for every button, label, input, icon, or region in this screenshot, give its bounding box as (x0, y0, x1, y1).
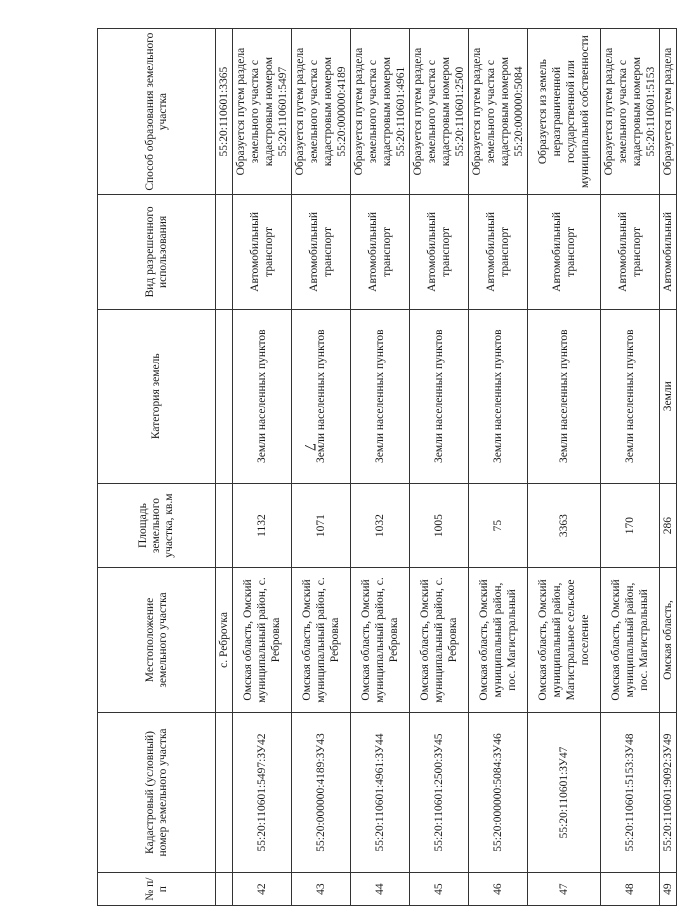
row-method: Образуется из земель неразграниченной государственной или муниципальной собственности (528, 29, 601, 195)
table-row (410, 29, 469, 906)
cont-use (216, 195, 233, 309)
row-num: 44 (351, 873, 410, 906)
row-num: 47 (528, 873, 601, 906)
row-num: 45 (410, 873, 469, 906)
cont-num (216, 873, 233, 906)
table-row (351, 29, 410, 906)
row-location: Омская область, Омский муниципальный район, с. Ребровка (233, 568, 292, 712)
table-row (528, 29, 601, 906)
row-method: Образуется путем раздела земельного участка с кадастровым номером 55:20:110601:5153 (601, 29, 660, 195)
row-use: Автомобильный транспорт (410, 195, 469, 309)
table-row (601, 29, 660, 906)
row-location: Омская область, Омский муниципальный район, пос. Магистральный (469, 568, 528, 712)
row-category: Земли населенных пунктов (410, 309, 469, 483)
row-num: 46 (469, 873, 528, 906)
cont-location: с. Реброvка (216, 568, 233, 712)
row-cadastral: 55:20:110601:9092:ЗУ49 (660, 712, 677, 873)
table-header-row (98, 29, 216, 906)
row-method: Образуется путем раздела земельного участка с кадастровым номером 55:20:110601:2500 (410, 29, 469, 195)
row-area: 1071 (292, 483, 351, 567)
row-category: Земли (660, 309, 677, 483)
row-area: 1032 (351, 483, 410, 567)
row-num: 42 (233, 873, 292, 906)
row-method: Образуется путем раздела земельного участка с кадастровым номером 55:20:000000:5084 (469, 29, 528, 195)
table-row (292, 29, 351, 906)
row-use: Автомобильный транспорт (469, 195, 528, 309)
row-cadastral: 55:20:110601:5153:ЗУ48 (601, 712, 660, 873)
cont-category (216, 309, 233, 483)
row-use: Автомобильный транспорт (528, 195, 601, 309)
row-method: Образуется путем раздела земельного участка с кадастровым номером 55:20:110601:4961 (351, 29, 410, 195)
row-cadastral: 55:20:110601:5497:ЗУ42 (233, 712, 292, 873)
row-use: Автомобильный транспорт (601, 195, 660, 309)
header-num: № п/п (98, 873, 216, 906)
header-use: Вид разрешенного использования (98, 195, 216, 309)
table-row (233, 29, 292, 906)
continuation-row (216, 29, 233, 906)
cont-method: 55:20:110601:3365 (216, 29, 233, 195)
row-num: 49 (660, 873, 677, 906)
row-location: Омская область, Омский муниципальный район, Магистральное сельское поселение (528, 568, 601, 712)
row-category: Земли населенных пунктов (233, 309, 292, 483)
row-location: Омская область, Омский муниципальный район, с. Ребровка (410, 568, 469, 712)
row-use: Автомобильный транспорт (292, 195, 351, 309)
cont-area (216, 483, 233, 567)
row-method: Образуется путем раздела (660, 29, 677, 195)
page-number: 7 (301, 443, 318, 451)
header-method: Способ образования земельного участка (98, 29, 216, 195)
row-area: 75 (469, 483, 528, 567)
row-location: Омская область, (660, 568, 677, 712)
header-location: Местоположение земельного участка (98, 568, 216, 712)
row-area: 1005 (410, 483, 469, 567)
row-use: Автомобильный транспорт (233, 195, 292, 309)
row-cadastral: 55:20:110601:ЗУ47 (528, 712, 601, 873)
rotated-table-wrapper (97, 28, 674, 906)
land-plots-table (97, 28, 677, 906)
row-area: 1132 (233, 483, 292, 567)
row-location: Омская область, Омский муниципальный район, с. Ребровка (292, 568, 351, 712)
row-area: 3363 (528, 483, 601, 567)
table-row (469, 29, 528, 906)
row-cadastral: 55:20:110601:4961:ЗУ44 (351, 712, 410, 873)
row-cadastral: 55:20:110601:2500:ЗУ45 (410, 712, 469, 873)
row-use: Автомобильный (660, 195, 677, 309)
row-num: 48 (601, 873, 660, 906)
row-location: Омская область, Омский муниципальный район, с. Ребровка (351, 568, 410, 712)
row-num: 43 (292, 873, 351, 906)
row-location: Омская область, Омский муниципальный район, пос. Магистральный (601, 568, 660, 712)
header-category: Категория земель (98, 309, 216, 483)
row-method: Образуется путем раздела земельного участка с кадастровым номером 55:20:110601:5497 (233, 29, 292, 195)
header-cadastral: Кадастровый (условный) номер земельного участка (98, 712, 216, 873)
row-category: Земли населенных пунктов (601, 309, 660, 483)
row-category: Земли населенных пунктов (292, 309, 351, 483)
row-area: 170 (601, 483, 660, 567)
row-category: Земли населенных пунктов (528, 309, 601, 483)
header-area: Площадь земельного участка, кв.м (98, 483, 216, 567)
table-row (660, 29, 677, 906)
row-category: Земли населенных пунктов (351, 309, 410, 483)
row-cadastral: 55:20:000000:4189:ЗУ43 (292, 712, 351, 873)
row-cadastral: 55:20:000000:5084:ЗУ46 (469, 712, 528, 873)
cont-cadastral (216, 712, 233, 873)
row-category: Земли населенных пунктов (469, 309, 528, 483)
row-method: Образуется путем раздела земельного участка с кадастровым номером 55:20:000000:4189 (292, 29, 351, 195)
row-area: 286 (660, 483, 677, 567)
row-use: Автомобильный транспорт (351, 195, 410, 309)
